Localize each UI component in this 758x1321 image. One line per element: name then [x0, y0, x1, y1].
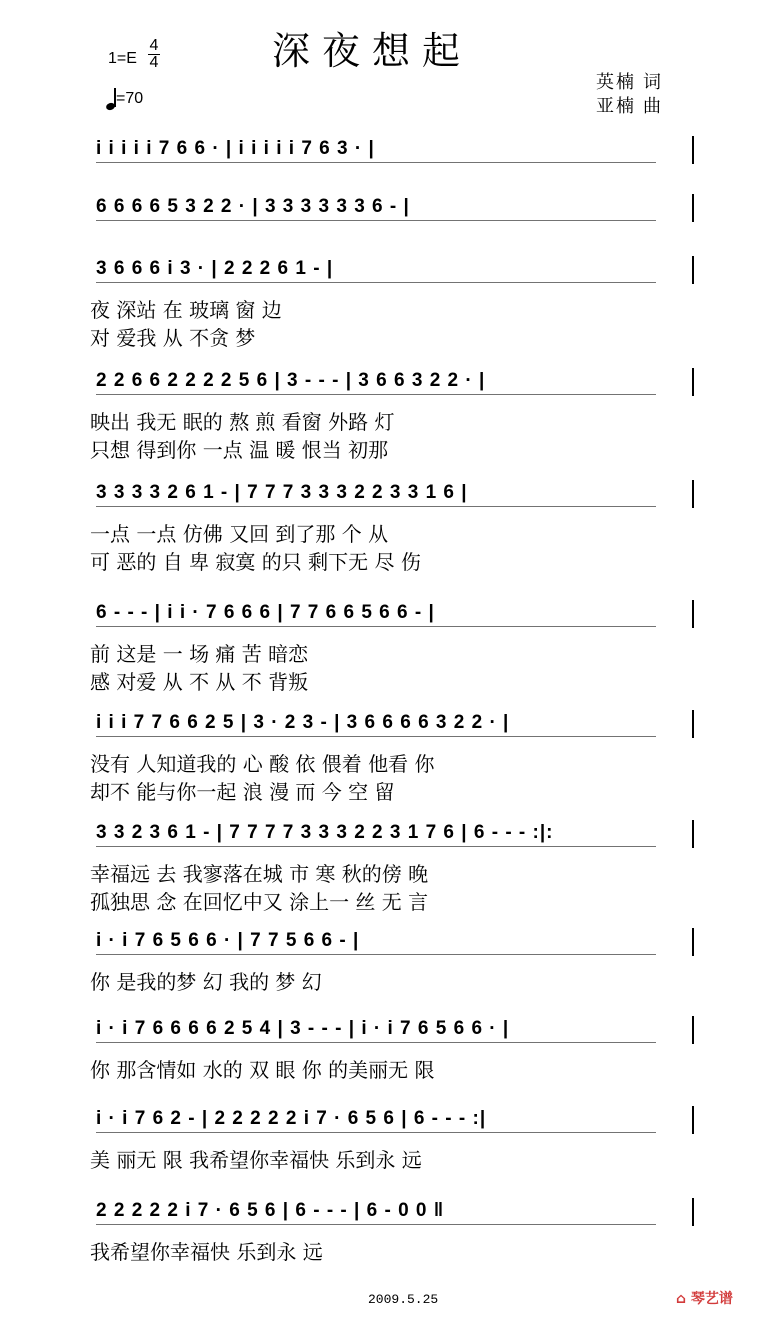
barline: [692, 1198, 694, 1226]
beam-line: [96, 162, 656, 163]
notation-line: i · i 7 6 5 6 6 · | 7 7 5 6 6 - |: [96, 930, 360, 951]
barline: [692, 710, 694, 738]
lyric-line: 美 丽无 限 我希望你幸福快 乐到永 远: [90, 1148, 422, 1172]
notation-line: 2 2 6 6 2 2 2 2 5 6 | 3 - - - | 3 6 6 3 2 2 · |: [96, 370, 486, 391]
beam-line: [96, 954, 656, 955]
barline: [692, 480, 694, 508]
time-signature: [148, 38, 160, 71]
lyric-line: 对 爱我 从 不贪 梦: [90, 326, 256, 350]
quarter-note-icon: [106, 88, 116, 110]
tempo-value: =70: [116, 90, 144, 108]
key-signature: 1=E: [108, 50, 137, 67]
song-title: 深夜想起: [272, 29, 473, 73]
lyric-line: 你 是我的梦 幻 我的 梦 幻: [90, 970, 322, 994]
notation-line: 6 - - - | i i · 7 6 6 6 | 7 7 6 6 5 6 6 - |: [96, 602, 435, 623]
beam-line: [96, 506, 656, 507]
notation-line: i i i i i 7 6 6 · | i i i i i 7 6 3 · |: [96, 138, 375, 159]
lyric-line: 映出 我无 眠的 熬 煎 看窗 外路 灯: [90, 410, 395, 434]
barline: [692, 1106, 694, 1134]
beam-line: [96, 220, 656, 221]
logo-icon: ⌂: [676, 1291, 687, 1307]
lyric-line: 幸福远 去 我寥落在城 市 寒 秋的傍 晚: [90, 862, 429, 886]
lyric-line: 孤独思 念 在回忆中又 涂上一 丝 无 言: [90, 890, 429, 914]
barline: [692, 1016, 694, 1044]
composer-credit: 亚楠 曲: [596, 96, 664, 116]
watermark-logo: [676, 1288, 733, 1308]
barline: [692, 820, 694, 848]
notation-line: 2 2 2 2 2 i 7 · 6 5 6 | 6 - - - | 6 - 0 0 ‖: [96, 1200, 445, 1221]
lyric-line: 没有 人知道我的 心 酸 依 偎着 他看 你: [90, 752, 435, 776]
notation-line: 3 3 3 3 2 6 1 - | 7 7 7 3 3 3 2 2 3 3 1 6 |: [96, 482, 468, 503]
barline: [692, 256, 694, 284]
tempo-marking: [106, 88, 143, 110]
beam-line: [96, 1224, 656, 1225]
beam-line: [96, 626, 656, 627]
lyric-line: 感 对爱 从 不 从 不 背叛: [90, 670, 309, 694]
notation-line: 3 3 2 3 6 1 - | 7 7 7 7 3 3 3 2 2 3 1 7 6 | 6 - - - :|:: [96, 822, 554, 843]
watermark-text: 琴艺谱: [690, 1291, 733, 1307]
notation-line: i i i 7 7 6 6 2 5 | 3 · 2 3 - | 3 6 6 6 6 3 2 2 · |: [96, 712, 510, 733]
barline: [692, 928, 694, 956]
beam-line: [96, 1132, 656, 1133]
beam-line: [96, 394, 656, 395]
notation-line: 6 6 6 6 5 3 2 2 · | 3 3 3 3 3 3 6 - |: [96, 196, 410, 217]
barline: [692, 368, 694, 396]
lyric-line: 你 那含情如 水的 双 眼 你 的美丽无 限: [90, 1058, 435, 1082]
notation-line: 3 6 6 6 i 3 · | 2 2 2 6 1 - |: [96, 258, 334, 279]
beam-line: [96, 736, 656, 737]
beam-line: [96, 1042, 656, 1043]
lyric-line: 一点 一点 仿佛 又回 到了那 个 从: [90, 522, 389, 546]
time-signature-top: 4: [149, 37, 159, 54]
lyric-line: 前 这是 一 场 痛 苦 暗恋: [90, 642, 309, 666]
lyricist-credit: 英楠 词: [596, 72, 664, 92]
barline: [692, 136, 694, 164]
lyric-line: 可 恶的 自 卑 寂寞 的只 剩下无 尽 伤: [90, 550, 421, 574]
time-signature-bottom: 4: [149, 54, 159, 71]
barline: [692, 194, 694, 222]
lyric-line: 夜 深站 在 玻璃 窗 边: [90, 298, 282, 322]
beam-line: [96, 282, 656, 283]
lyric-line: 只想 得到你 一点 温 暖 恨当 初那: [90, 438, 389, 462]
lyric-line: 我希望你幸福快 乐到永 远: [90, 1240, 323, 1264]
date-stamp: 2009.5.25: [368, 1292, 439, 1307]
notation-line: i · i 7 6 2 - | 2 2 2 2 2 i 7 · 6 5 6 | 6 - - - :|: [96, 1108, 487, 1129]
barline: [692, 600, 694, 628]
lyric-line: 却不 能与你一起 浪 漫 而 今 空 留: [90, 780, 395, 804]
beam-line: [96, 846, 656, 847]
notation-line: i · i 7 6 6 6 6 2 5 4 | 3 - - - | i · i 7 6 5 6 6 · |: [96, 1018, 510, 1039]
